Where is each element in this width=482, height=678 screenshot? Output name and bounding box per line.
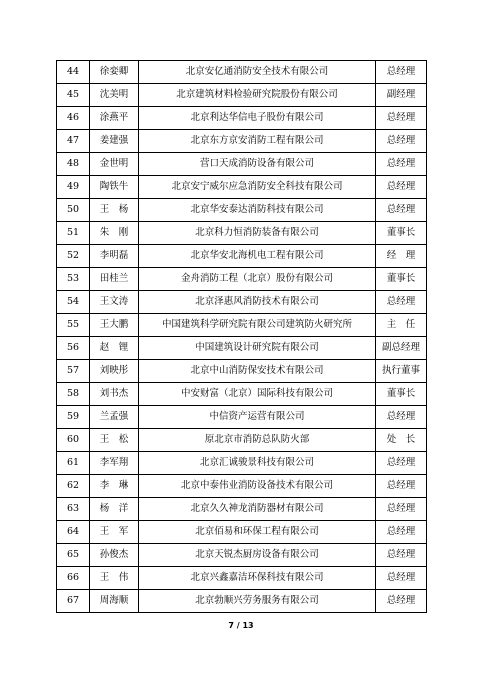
member-title: 经 理 xyxy=(376,245,427,268)
table-row xyxy=(57,176,427,199)
member-table xyxy=(56,60,427,613)
member-name: 王文涛 xyxy=(90,291,139,314)
member-name: 朱 刚 xyxy=(90,222,139,245)
table-row xyxy=(57,498,427,521)
member-name: 赵 锂 xyxy=(90,337,139,360)
member-name: 李军翔 xyxy=(90,452,139,475)
member-title: 副总经理 xyxy=(376,337,427,360)
table-row xyxy=(57,268,427,291)
member-title: 总经理 xyxy=(376,567,427,590)
row-number: 67 xyxy=(57,590,90,613)
row-number: 63 xyxy=(57,498,90,521)
member-name: 田桂兰 xyxy=(90,268,139,291)
table-row xyxy=(57,360,427,383)
member-title: 处 长 xyxy=(376,429,427,452)
table-row xyxy=(57,383,427,406)
table-row xyxy=(57,291,427,314)
member-name: 姜建强 xyxy=(90,130,139,153)
member-name: 王 松 xyxy=(90,429,139,452)
member-name: 王 杨 xyxy=(90,199,139,222)
table-row xyxy=(57,84,427,107)
member-title: 总经理 xyxy=(376,475,427,498)
member-organization: 原北京市消防总队防火部 xyxy=(139,429,376,452)
table-row xyxy=(57,153,427,176)
member-title: 总经理 xyxy=(376,521,427,544)
member-title: 总经理 xyxy=(376,291,427,314)
member-table-body xyxy=(57,61,427,613)
row-number: 65 xyxy=(57,544,90,567)
table-row xyxy=(57,406,427,429)
member-organization: 中国建筑科学研究院有限公司建筑防火研究所 xyxy=(139,314,376,337)
member-organization: 金舟消防工程（北京）股份有限公司 xyxy=(139,268,376,291)
row-number: 58 xyxy=(57,383,90,406)
row-number: 48 xyxy=(57,153,90,176)
member-organization: 北京东方京安消防工程有限公司 xyxy=(139,130,376,153)
member-name: 孙俊杰 xyxy=(90,544,139,567)
member-name: 涂燕平 xyxy=(90,107,139,130)
row-number: 60 xyxy=(57,429,90,452)
member-organization: 北京久久神龙消防器材有限公司 xyxy=(139,498,376,521)
member-title: 总经理 xyxy=(376,199,427,222)
row-number: 66 xyxy=(57,567,90,590)
member-title: 总经理 xyxy=(376,498,427,521)
table-row xyxy=(57,222,427,245)
member-name: 陶铁牛 xyxy=(90,176,139,199)
member-title: 董事长 xyxy=(376,268,427,291)
member-title: 总经理 xyxy=(376,452,427,475)
row-number: 57 xyxy=(57,360,90,383)
member-name: 沈美明 xyxy=(90,84,139,107)
member-title: 总经理 xyxy=(376,176,427,199)
member-organization: 北京中山消防保安技术有限公司 xyxy=(139,360,376,383)
member-name: 李 琳 xyxy=(90,475,139,498)
member-title: 副经理 xyxy=(376,84,427,107)
row-number: 59 xyxy=(57,406,90,429)
member-name: 杨 洋 xyxy=(90,498,139,521)
row-number: 44 xyxy=(57,61,90,84)
member-organization: 北京中泰伟业消防设备技术有限公司 xyxy=(139,475,376,498)
member-title: 主 任 xyxy=(376,314,427,337)
member-organization: 北京兴鑫嘉洁环保科技有限公司 xyxy=(139,567,376,590)
table-row xyxy=(57,452,427,475)
member-name: 兰孟强 xyxy=(90,406,139,429)
row-number: 53 xyxy=(57,268,90,291)
member-name: 王 伟 xyxy=(90,567,139,590)
member-organization: 北京佰易和环保工程有限公司 xyxy=(139,521,376,544)
member-organization: 北京泽惠风消防技术有限公司 xyxy=(139,291,376,314)
member-title: 总经理 xyxy=(376,153,427,176)
member-organization: 中信资产运营有限公司 xyxy=(139,406,376,429)
table-row xyxy=(57,567,427,590)
table-row xyxy=(57,429,427,452)
row-number: 49 xyxy=(57,176,90,199)
member-organization: 北京华安北海机电工程有限公司 xyxy=(139,245,376,268)
member-title: 总经理 xyxy=(376,61,427,84)
member-name: 刘书杰 xyxy=(90,383,139,406)
row-number: 50 xyxy=(57,199,90,222)
member-name: 刘映彤 xyxy=(90,360,139,383)
table-row xyxy=(57,245,427,268)
member-name: 徐娈卿 xyxy=(90,61,139,84)
member-organization: 北京安宁威尔应急消防安全科技有限公司 xyxy=(139,176,376,199)
member-title: 总经理 xyxy=(376,107,427,130)
member-organization: 北京华安泰达消防科技有限公司 xyxy=(139,199,376,222)
member-organization: 中安财富（北京）国际科技有限公司 xyxy=(139,383,376,406)
member-title: 执行董事 xyxy=(376,360,427,383)
member-name: 周海顺 xyxy=(90,590,139,613)
row-number: 46 xyxy=(57,107,90,130)
member-name: 金世明 xyxy=(90,153,139,176)
table-row xyxy=(57,521,427,544)
member-organization: 营口天成消防设备有限公司 xyxy=(139,153,376,176)
table-row xyxy=(57,61,427,84)
member-title: 总经理 xyxy=(376,544,427,567)
member-name: 王 军 xyxy=(90,521,139,544)
row-number: 47 xyxy=(57,130,90,153)
member-organization: 北京天锐杰厨房设备有限公司 xyxy=(139,544,376,567)
member-name: 李明磊 xyxy=(90,245,139,268)
table-row xyxy=(57,199,427,222)
table-row xyxy=(57,314,427,337)
member-organization: 北京汇诚骏景科技有限公司 xyxy=(139,452,376,475)
row-number: 52 xyxy=(57,245,90,268)
member-organization: 北京建筑材料检验研究院股份有限公司 xyxy=(139,84,376,107)
table-row xyxy=(57,544,427,567)
row-number: 64 xyxy=(57,521,90,544)
table-row xyxy=(57,130,427,153)
row-number: 51 xyxy=(57,222,90,245)
member-organization: 北京安亿通消防安全技术有限公司 xyxy=(139,61,376,84)
member-organization: 中国建筑设计研究院有限公司 xyxy=(139,337,376,360)
member-title: 总经理 xyxy=(376,590,427,613)
table-row xyxy=(57,590,427,613)
row-number: 61 xyxy=(57,452,90,475)
table-row xyxy=(57,475,427,498)
row-number: 62 xyxy=(57,475,90,498)
member-organization: 北京利达华信电子股份有限公司 xyxy=(139,107,376,130)
page-number: 7 / 13 xyxy=(228,621,254,630)
table-row xyxy=(57,337,427,360)
row-number: 45 xyxy=(57,84,90,107)
table-row xyxy=(57,107,427,130)
row-number: 55 xyxy=(57,314,90,337)
member-organization: 北京勃顺兴劳务服务有限公司 xyxy=(139,590,376,613)
row-number: 56 xyxy=(57,337,90,360)
member-title: 总经理 xyxy=(376,406,427,429)
member-organization: 北京科力恒消防装备有限公司 xyxy=(139,222,376,245)
member-title: 总经理 xyxy=(376,130,427,153)
member-name: 王大鹏 xyxy=(90,314,139,337)
member-title: 董事长 xyxy=(376,222,427,245)
row-number: 54 xyxy=(57,291,90,314)
member-title: 董事长 xyxy=(376,383,427,406)
